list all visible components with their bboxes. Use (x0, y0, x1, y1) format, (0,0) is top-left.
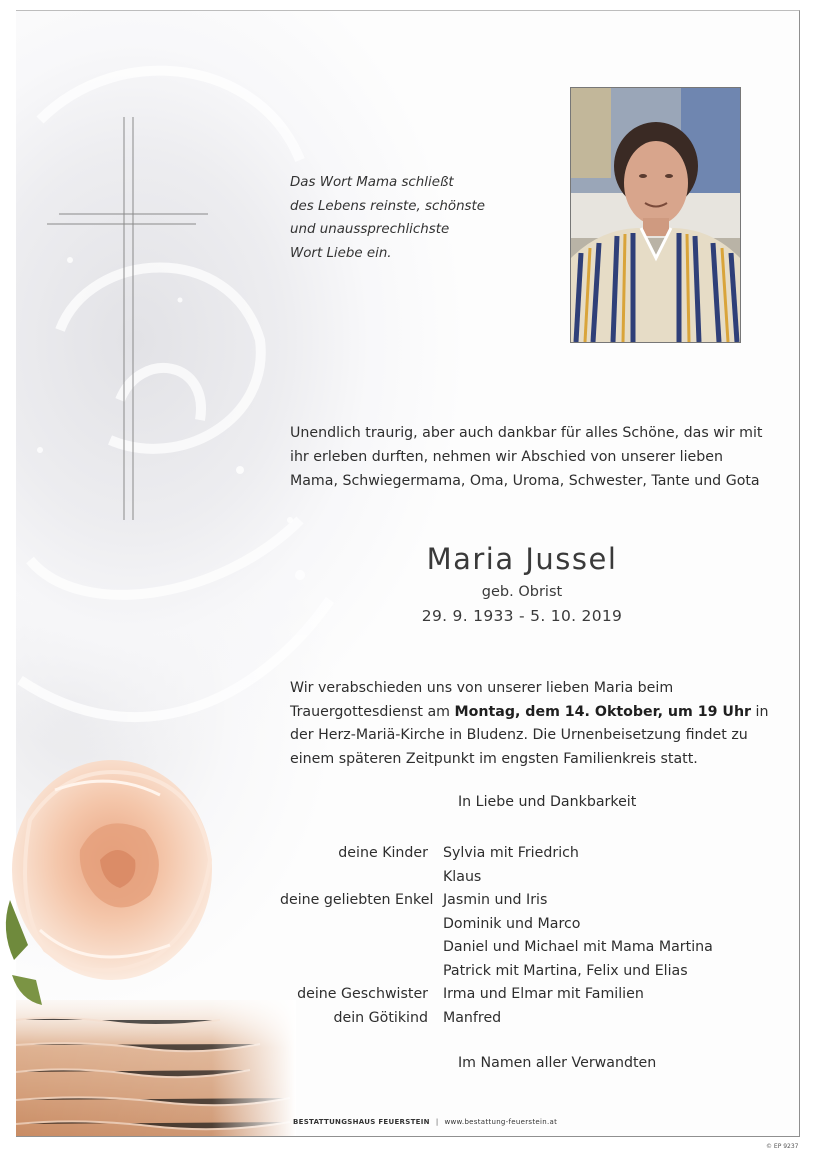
mourners-list (280, 842, 760, 1030)
cross-icon (47, 117, 208, 520)
mourner-relation: dein Götikind (333, 1009, 428, 1026)
mourner-row (280, 960, 760, 984)
intro-text: Unendlich traurig, aber auch dankbar für alles Schöne, das wir mit ihr erleben durften, nehmen wir Abschied von unserer lieben Mama, Schwiegermama, Oma, Uroma, Schwester, Tante und Gota (290, 425, 763, 489)
mourner-names: Jasmin und Iris (443, 892, 548, 908)
mourner-names: Manfred (443, 1009, 502, 1026)
footer-separator: | (435, 1118, 439, 1126)
footer (293, 1118, 557, 1126)
mourner-names: Dominik und Marco (443, 915, 581, 932)
mourner-relation: deine geliebten Enkel (280, 892, 434, 908)
print-code: © EP 9237 (766, 1143, 799, 1150)
birth-name: geb. Obrist (481, 584, 563, 600)
mourner-relation (280, 866, 443, 890)
service-text-before: Wir verabschieden uns von unserer lieben Maria beim Trauergottesdienst am (290, 680, 674, 720)
mourner-relation (280, 913, 443, 937)
mourner-names: Daniel und Michael mit Mama Martina (443, 939, 713, 955)
white-rose-petals (20, 71, 330, 717)
mourner-relation (280, 960, 443, 984)
mourner-relation: deine Geschwister (297, 986, 428, 1002)
mourner-names: Klaus (443, 868, 482, 885)
mourner-names: Irma und Elmar mit Familien (443, 986, 644, 1002)
deceased-name: Maria Jussel (426, 542, 618, 576)
service-date: Montag, dem 14. Oktober, um 19 Uhr (454, 703, 752, 720)
closing-line: In Liebe und Dankbarkeit (458, 794, 637, 810)
mourner-row (280, 983, 760, 1007)
mourner-row (280, 866, 760, 890)
mourner-row (280, 889, 760, 913)
mourner-names: Patrick mit Martina, Felix und Elias (443, 962, 688, 979)
portrait-photo (570, 87, 741, 343)
service-text-after: in der Herz-Mariä-Kirche in Bludenz. Die Urnenbeisetzung findet zu einem späteren Zeitpunkt im engsten Familienkreis statt. (290, 703, 769, 767)
funeral-service-text (290, 677, 770, 771)
life-dates: 29. 9. 1933 - 5. 10. 2019 (421, 607, 623, 625)
mourner-names: Sylvia mit Friedrich (443, 845, 579, 861)
mourner-row (280, 1007, 760, 1031)
mourner-relation (280, 936, 443, 960)
mourner-row (280, 842, 760, 866)
mourner-row (280, 913, 760, 937)
funeral-home-name: BESTATTUNGSHAUS FEUERSTEIN (293, 1118, 430, 1126)
funeral-home-website[interactable]: www.bestattung-feuerstein.at (444, 1118, 558, 1126)
portrait-image (571, 88, 740, 342)
mourner-relation: deine Kinder (338, 845, 428, 861)
peach-rose (6, 760, 212, 1005)
memorial-quote: Das Wort Mama schließt des Lebens reinste, schönste und unaussprechlichste Wort Liebe ein. (290, 175, 486, 261)
signoff-line: Im Namen aller Verwandten (458, 1055, 657, 1071)
mourner-row (280, 936, 760, 960)
